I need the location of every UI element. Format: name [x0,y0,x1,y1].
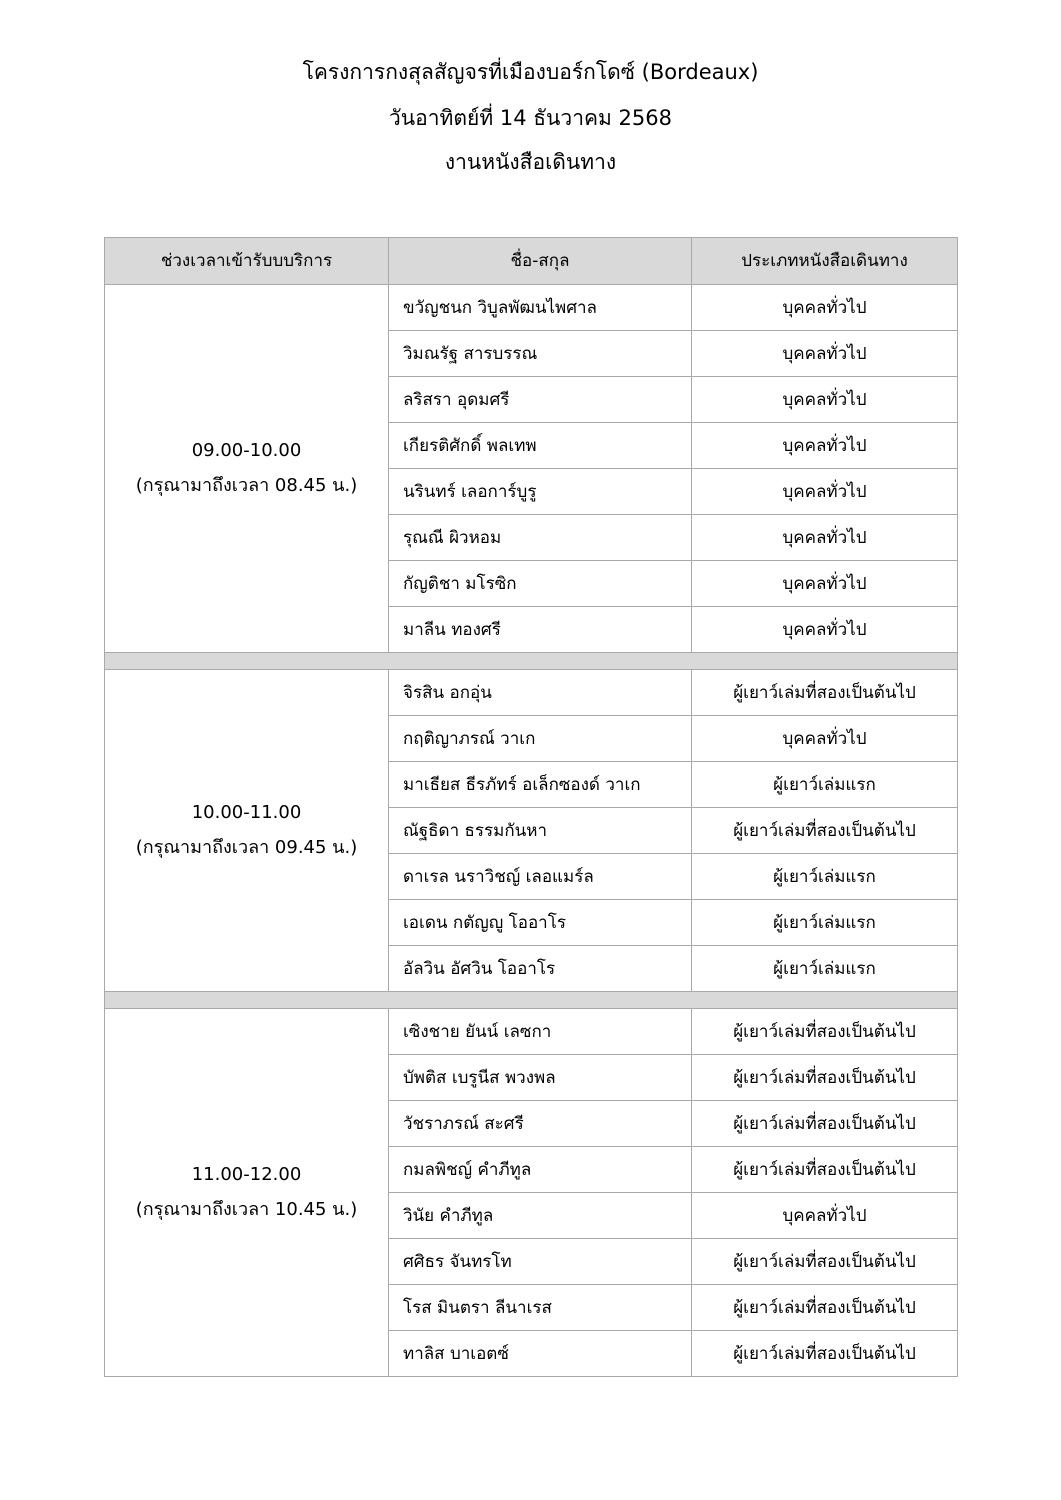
passport-type-cell: ผู้เยาว์เล่มที่สองเป็นต้นไป [692,1008,958,1054]
column-header-passport-type: ประเภทหนังสือเดินทาง [692,237,958,284]
time-slot-range: 11.00-12.00 [191,1164,302,1186]
passport-type-cell: ผู้เยาว์เล่มที่สองเป็นต้นไป [692,1054,958,1100]
applicant-name-cell: รุณณี ผิวหอม [389,514,692,560]
passport-type-cell: ผู้เยาว์เล่มแรก [692,945,958,991]
time-slot-arrival-note: (กรุณามาถึงเวลา 08.45 น.) [135,475,358,497]
applicant-name-cell: เกียรติศักดิ์ พลเทพ [389,422,692,468]
time-slot-arrival-note: (กรุณามาถึงเวลา 10.45 น.) [135,1199,358,1221]
passport-type-cell: บุคคลทั่วไป [692,560,958,606]
time-slot-cell [105,1008,389,1376]
passport-type-cell: ผู้เยาว์เล่มแรก [692,761,958,807]
passport-type-cell: บุคคลทั่วไป [692,330,958,376]
table-header [105,237,958,284]
passport-type-cell: บุคคลทั่วไป [692,468,958,514]
passport-type-cell: ผู้เยาว์เล่มที่สองเป็นต้นไป [692,1284,958,1330]
group-separator-cell [105,991,958,1008]
passport-type-cell: บุคคลทั่วไป [692,514,958,560]
applicant-name-cell: ลริสรา อุดมศรี [389,376,692,422]
applicant-name-cell: กัญติชา มโรซิก [389,560,692,606]
table-row [105,1008,958,1054]
applicant-name-cell: วินัย คำภีทูล [389,1192,692,1238]
passport-type-cell: บุคคลทั่วไป [692,1192,958,1238]
applicant-name-cell: นรินทร์ เลอการ์บูรู [389,468,692,514]
applicant-name-cell: วัชราภรณ์ สะศรี [389,1100,692,1146]
passport-type-cell: ผู้เยาว์เล่มที่สองเป็นต้นไป [692,807,958,853]
passport-type-cell: ผู้เยาว์เล่มที่สองเป็นต้นไป [692,1330,958,1376]
table-body [105,284,958,1376]
time-slot-range: 09.00-10.00 [191,440,302,462]
applicant-name-cell: ขวัญชนก วิบูลพัฒนไพศาล [389,284,692,330]
passport-type-cell: ผู้เยาว์เล่มแรก [692,899,958,945]
time-slot-cell [105,284,389,652]
time-slot-arrival-note: (กรุณามาถึงเวลา 09.45 น.) [135,837,358,859]
column-header-full-name: ชื่อ-สกุล [389,237,692,284]
applicant-name-cell: จิรสิน อกอุ่น [389,669,692,715]
applicant-name-cell: เซิงชาย ยันน์ เลซกา [389,1008,692,1054]
passport-type-cell: บุคคลทั่วไป [692,284,958,330]
table-row [105,284,958,330]
group-separator-row [105,991,958,1008]
passport-type-cell: บุคคลทั่วไป [692,606,958,652]
appointment-schedule-table [104,237,958,1377]
applicant-name-cell: เอเดน กตัญญู โออาโร [389,899,692,945]
document-date: วันอาทิตย์ที่ 14 ธันวาคม 2568 [388,105,673,130]
group-separator-row [105,652,958,669]
applicant-name-cell: ณัฐธิดา ธรรมกันหา [389,807,692,853]
passport-type-cell: บุคคลทั่วไป [692,422,958,468]
table-header-row [105,237,958,284]
applicant-name-cell: วิมณรัฐ สารบรรณ [389,330,692,376]
applicant-name-cell: ดาเรล นราวิชญ์ เลอแมร์ล [389,853,692,899]
applicant-name-cell: ศศิธร จันทรโท [389,1238,692,1284]
column-header-time-slot: ช่วงเวลาเข้ารับบบริการ [105,237,389,284]
document-service-type: งานหนังสือเดินทาง [444,150,617,175]
passport-type-cell: บุคคลทั่วไป [692,376,958,422]
applicant-name-cell: มาเธียส ธีรภัทร์ อเล็กซองด์ วาเก [389,761,692,807]
passport-type-cell: ผู้เยาว์เล่มที่สองเป็นต้นไป [692,1146,958,1192]
applicant-name-cell: กมลพิชญ์ คำภีทูล [389,1146,692,1192]
table-row [105,669,958,715]
passport-type-cell: ผู้เยาว์เล่มที่สองเป็นต้นไป [692,669,958,715]
passport-type-cell: ผู้เยาว์เล่มที่สองเป็นต้นไป [692,1238,958,1284]
applicant-name-cell: บัพติส เบรูนีส พวงพล [389,1054,692,1100]
group-separator-cell [105,652,958,669]
time-slot-range: 10.00-11.00 [191,802,302,824]
applicant-name-cell: มาลีน ทองศรี [389,606,692,652]
passport-type-cell: ผู้เยาว์เล่มที่สองเป็นต้นไป [692,1100,958,1146]
passport-type-cell: บุคคลทั่วไป [692,715,958,761]
page-title: โครงการกงสุลสัญจรที่เมืองบอร์กโดซ์ (Bordeaux) [302,60,759,84]
applicant-name-cell: โรส มินตรา ลีนาเรส [389,1284,692,1330]
time-slot-cell [105,669,389,991]
applicant-name-cell: อัลวิน อัศวิน โออาโร [389,945,692,991]
passport-type-cell: ผู้เยาว์เล่มแรก [692,853,958,899]
applicant-name-cell: ทาลิส บาเอตซ์ [389,1330,692,1376]
applicant-name-cell: กฤติญาภรณ์ วาเก [389,715,692,761]
